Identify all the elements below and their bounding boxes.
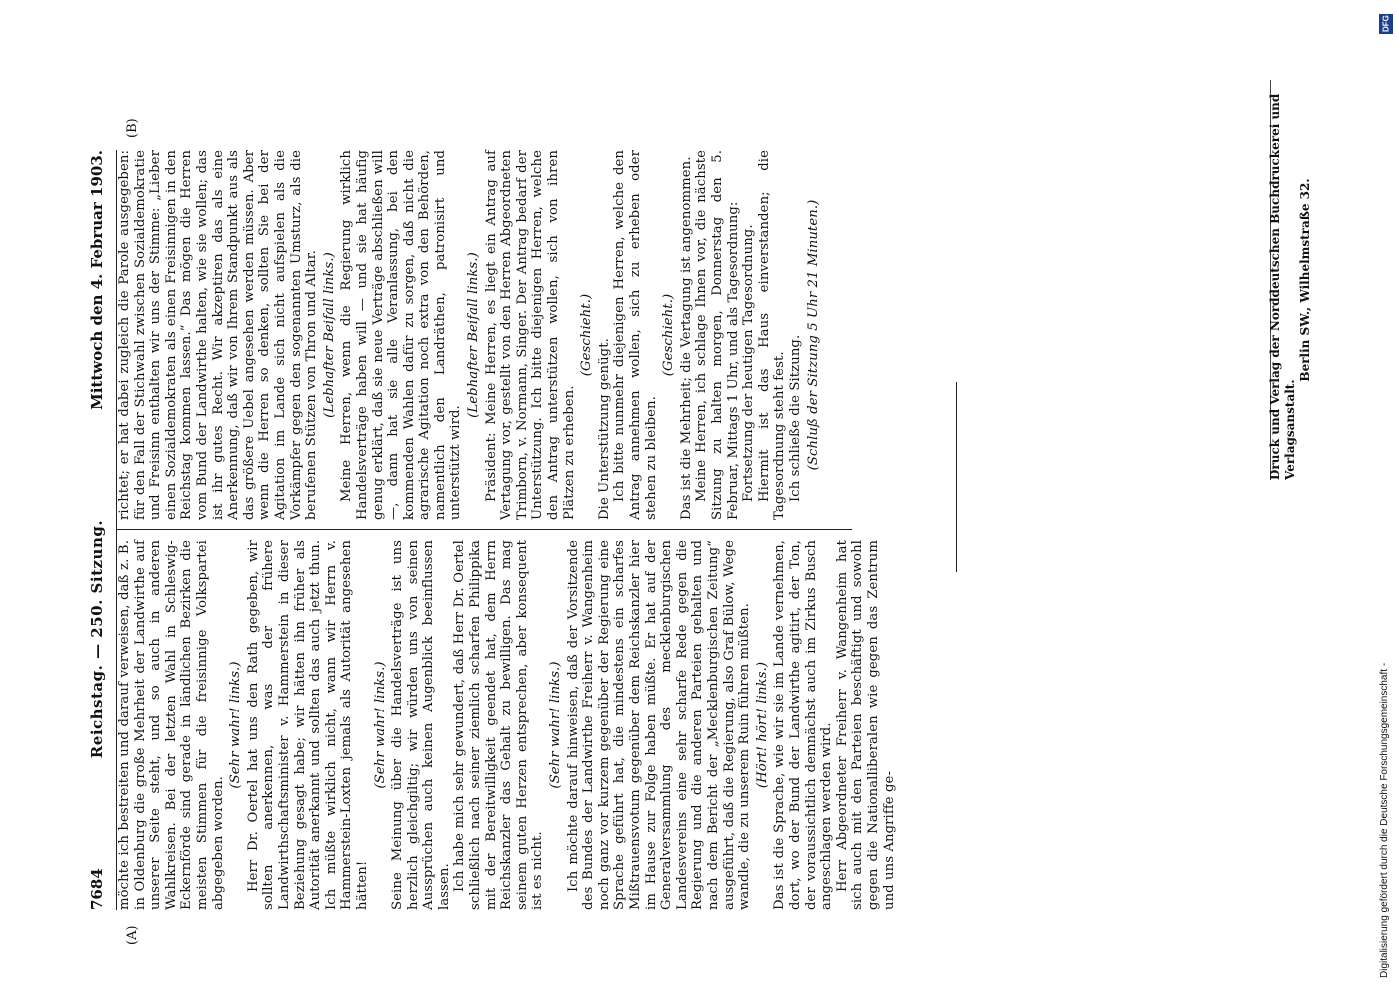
running-head	[82, 150, 112, 910]
section-rule	[956, 382, 957, 572]
paragraph: Meine Herren, wenn die Regierung wirklich Handelsverträge haben will — und sie hat häufig genug erklärt, daß sie neue Verträge abschließen will —, dann hat sie alle Veranlassung, bei den kommenden Wahlen dafür zu sorgen, daß nicht die agrarische Agitation noch extra von den Behörden, namentlich den Landräthen, patronisirt und unterstützt wird.	[339, 150, 464, 520]
interjection: (Sehr wahr! links.)	[372, 661, 388, 789]
imprint-line-1: Druck und Verlag der Norddeutschen Buchdruckerei und Verlagsanstalt.	[1268, 93, 1297, 480]
margin-marker-b: (B)	[125, 118, 140, 138]
paragraph: Herr Abgeordneter Freiherr v. Wangenheim hat sich auch mit den Parteien beschäftigt und sowohl gegen die Nationalliberalen wie gegen das Zentrum und uns Angriffe ge-	[834, 540, 897, 910]
page-number: 7684	[88, 868, 106, 910]
right-column	[117, 150, 852, 520]
interjection: (Geschieht.)	[661, 293, 677, 377]
paragraph: Das ist die Sprache, wie wir sie im Lande vernehmen, dort, wo der Bund der Landwirthe agitirt, der Ton, der voraussichtlich demnächst auch im Zirkus Busch angeschlagen werden wird.	[772, 540, 835, 910]
paragraph: Ich bitte nunmehr diejenigen Herren, welche den Antrag annehmen wollen, sich zu erheben oder stehen zu bleiben.	[612, 150, 659, 520]
president-paragraph: Präsident: Meine Herren, es liegt ein Antrag auf Vertagung vor, gestellt von den Herren Abgeordneten Trimborn, v. Normann, Singer. Der Antrag bedarf der Unterstützung. Ich bitte diejenigen Herren, welche den Antrag unterstützen wollen, sich von ihren Plätzen zu erheben.	[483, 150, 577, 520]
dfg-logo: DFG	[1379, 14, 1393, 34]
paragraph: richtet; er hat dabei zugleich die Parole ausgegeben: für den Fall der Stichwahl zwischen Sozialdemokratie und Freisinn enthalten wir uns der Stimme: „Lieber einen Sozialdemokraten als einen Freisinnigen in den Reichstag kommen lassen.“ Das mögen die Herren vom Bund der Landwirthe halten, wie sie wollen; das ist ihr gutes Recht. Wir akzeptiren das als eine Anerkennung, daß wir von Ihrem Standpunkt aus als das größere Uebel angesehen werden müssen. Aber wenn die Herren so denken, sollten Sie bei der Agitation im Lande sich nicht aufspielen als die Vorkämpfer gegen den sogenannten Umsturz, als die berufenen Stützen von Thron und Altar.	[117, 150, 320, 520]
left-column	[117, 540, 897, 910]
interjection: (Sehr wahr! links.)	[228, 661, 244, 789]
paragraph: möchte ich bestreiten und darauf verweisen, daß z. B. in Oldenburg die große Mehrheit der Landwirthe auf unserer Seite steht, und so auch in anderen Wahlkreisen. Bei der letzten Wahl in Schleswig-Eckernförde sind gerade in ländlichen Bezirken die meisten Stimmen für die freisinnige Volkspartei abgegeben worden.	[117, 540, 226, 910]
paragraph: Ich möchte darauf hinweisen, daß der Vorsitzende des Bundes der Landwirthe Freiherr v. Wangenheim noch ganz vor kurzem gegenüber der Regierung eine Sprache geführt hat, die mindestens ein scharfes Mißtrauensvotum gegenüber dem Reichskanzler hier im Hause zur Folge haben müßte. Er hat auf der Generalversammlung des mecklenburgischen Landesvereins eine sehr scharfe Rede gegen die Regierung und die anderen Parteien gehalten und nach dem Bericht der „Mecklenburgischen Zeitung“ ausgeführt, daß die Regierung, also Graf Bülow, Wege wandle, die zu unserem Ruin führen müßten.	[565, 540, 753, 910]
document-page	[0, 110, 1140, 950]
interjection: (Hört! hört! links.)	[754, 661, 770, 789]
paragraph: Die Unterstützung genügt.	[596, 338, 612, 520]
paragraph: Meine Herren, ich schlage Ihnen vor, die nächste Sitzung zu halten morgen, Donnerstag den 5. Februar, Mittags 1 Uhr, und als Tagesordnung:	[694, 150, 741, 520]
paragraph: Herr Dr. Oertel hat uns den Rath gegeben, wir sollten anerkennen, was der frühere Landwirthschaftsminister v. Hammerstein in dieser Beziehung gesagt habe; wir hätten ihn früher als Autorität anerkannt und sollten das auch jetzt thun. Ich müßte wirklich nicht, wann wir Herrn v. Hammerstein-Loxten jemals als Autorität angesehen hätten!	[245, 540, 370, 910]
interjection: (Sehr wahr! links.)	[548, 661, 564, 789]
interjection: (Schluß der Sitzung 5 Uhr 21 Minuten.)	[805, 199, 821, 471]
text-columns	[116, 150, 897, 910]
digitization-note	[1375, 20, 1391, 980]
digitization-text: Digitalisierung gefördert durch die Deutsche Forschungsgemeinschaft -	[1379, 662, 1390, 978]
interjection: (Lebhafter Beifall links.)	[321, 252, 337, 418]
paragraph: Fortsetzung der heutigen Tagesordnung.	[741, 224, 757, 502]
column-divider	[117, 529, 852, 530]
margin-marker-a: (A)	[125, 925, 140, 945]
printer-imprint	[1268, 80, 1312, 480]
paragraph: Seine Meinung über die Handelsverträge ist uns herzlich gleichgiltig; wir würden uns von seinen Aussprüchen auch keinen Augenblick beeinflussen lassen.	[390, 540, 452, 910]
imprint-line-2: Berlin SW., Wilhelmstraße 32.	[1298, 178, 1312, 382]
interjection: (Geschieht.)	[579, 293, 595, 377]
session-title: Reichstag. — 250. Sitzung.	[88, 519, 106, 759]
interjection: (Lebhafter Beifall links.)	[466, 252, 482, 418]
session-date: Mittwoch den 4. Februar 1903.	[88, 150, 106, 410]
paragraph: Ich habe mich sehr gewundert, daß Herr Dr. Oertel schließlich nach seiner ziemlich scharfen Philippika mit der Bereitwilligkeit geendet hat, dem Herrn Reichskanzler das Gehalt zu bewilligen. Das mag seinem guten Herzen entsprechen, aber konsequent ist es nicht.	[452, 540, 546, 910]
paragraph: Das ist die Mehrheit; die Vertagung ist angenommen.	[678, 156, 694, 520]
paragraph: Ich schließe die Sitzung.	[787, 334, 803, 502]
paragraph: Hiermit ist das Haus einverstanden; die Tagesordnung steht fest.	[756, 150, 788, 520]
